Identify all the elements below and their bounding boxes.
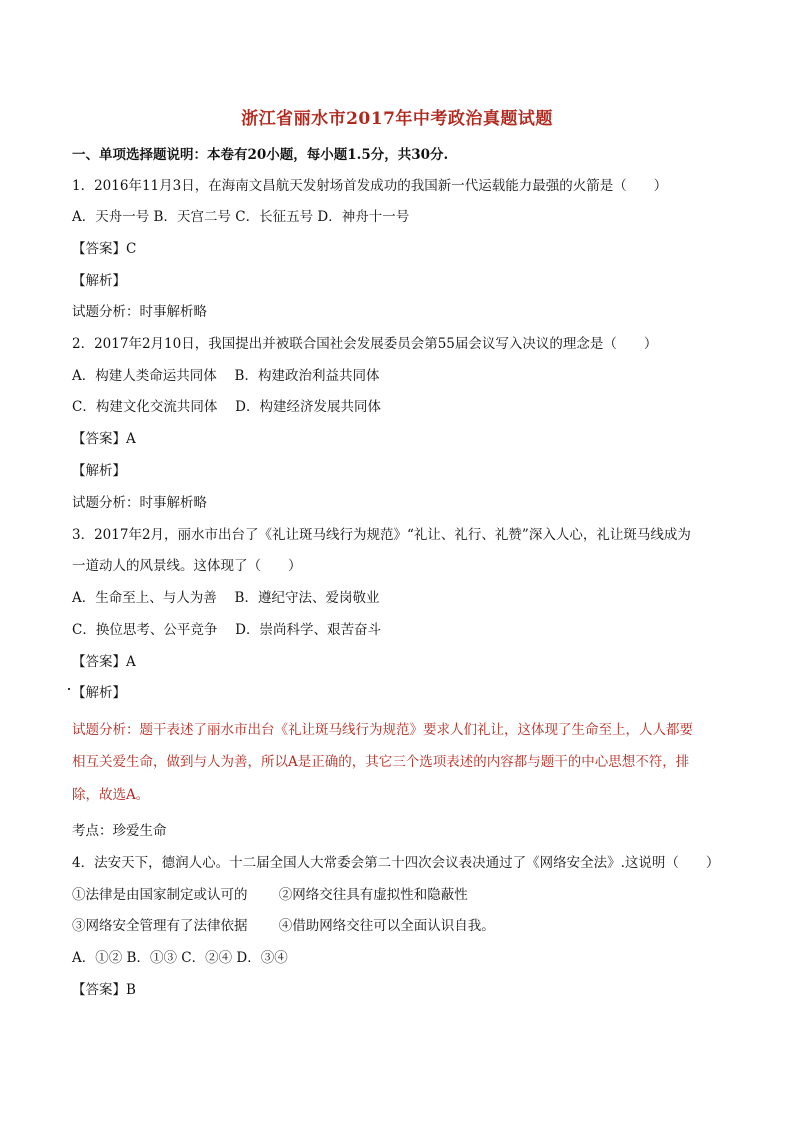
q1-analysis: 试题分析：时事解析略 xyxy=(72,304,207,320)
stray-dot xyxy=(68,688,70,690)
q3-options-ab: A．生命至上、与人为善 B．遵纪守法、爱岗敬业 xyxy=(72,590,380,606)
q4-statements-34: ③网络安全管理有了法律依据 ④借助网络交往可以全面认识自我。 xyxy=(72,918,495,934)
q1-analysis-label: 【解析】 xyxy=(72,273,126,289)
q2-options-cd: C．构建文化交流共同体 D．构建经济发展共同体 xyxy=(72,399,381,415)
q3-stem-line1: 3．2017年2月，丽水市出台了《礼让斑马线行为规范》“礼让、礼行、礼赞”深入人心，礼让斑马线成为 xyxy=(72,527,691,543)
q4-stem: 4．法安天下，德润人心。十二届全国人大常委会第二十四次会议表决通过了《网络安全法》.这说明（ ） xyxy=(72,855,720,871)
q3-point: 考点：珍爱生命 xyxy=(72,823,167,839)
q3-answer: 【答案】A xyxy=(72,654,136,670)
q3-analysis-label: 【解析】 xyxy=(72,685,126,701)
q4-options: A．①② B．①③ C．②④ D．③④ xyxy=(72,950,288,966)
q2-answer: 【答案】A xyxy=(72,431,136,447)
section-heading: 一、单项选择题说明：本卷有20小题，每小题1.5分，共30分. xyxy=(72,147,449,163)
q3-analysis-line3: 除，故选A。 xyxy=(72,787,150,803)
q1-answer: 【答案】C xyxy=(72,241,137,257)
q3-analysis-line2: 相互关爱生命，做到与人为善，所以A是正确的，其它三个选项表述的内容都与题干的中心思想不符，排 xyxy=(72,754,690,770)
q3-options-cd: C．换位思考、公平竞争 D．崇尚科学、艰苦奋斗 xyxy=(72,622,381,638)
q3-stem-line2: 一道动人的风景线。这体现了（ ） xyxy=(72,558,302,574)
q1-stem: 1．2016年11月3日，在海南文昌航天发射场首发成功的我国新一代运载能力最强的火箭是（ ） xyxy=(72,178,668,194)
q4-statements-12: ①法律是由国家制定或认可的 ②网络交往具有虚拟性和隐蔽性 xyxy=(72,887,468,903)
q4-answer: 【答案】B xyxy=(72,982,136,998)
q1-options: A．天舟一号 B．天宫二号 C．长征五号 D．神舟十一号 xyxy=(72,209,410,225)
document-title: 浙江省丽水市2017年中考政治真题试题 xyxy=(241,109,553,129)
q2-stem: 2．2017年2月10日，我国提出并被联合国社会发展委员会第55届会议写入决议的理念是（ ） xyxy=(72,336,658,352)
q3-analysis-line1: 试题分析：题干表述了丽水市出台《礼让斑马线行为规范》要求人们礼让，这体现了生命至上，人人都要 xyxy=(72,722,693,738)
q2-analysis-label: 【解析】 xyxy=(72,463,126,479)
q2-analysis: 试题分析：时事解析略 xyxy=(72,495,207,511)
q2-options-ab: A．构建人类命运共同体 B．构建政治利益共同体 xyxy=(72,368,380,384)
